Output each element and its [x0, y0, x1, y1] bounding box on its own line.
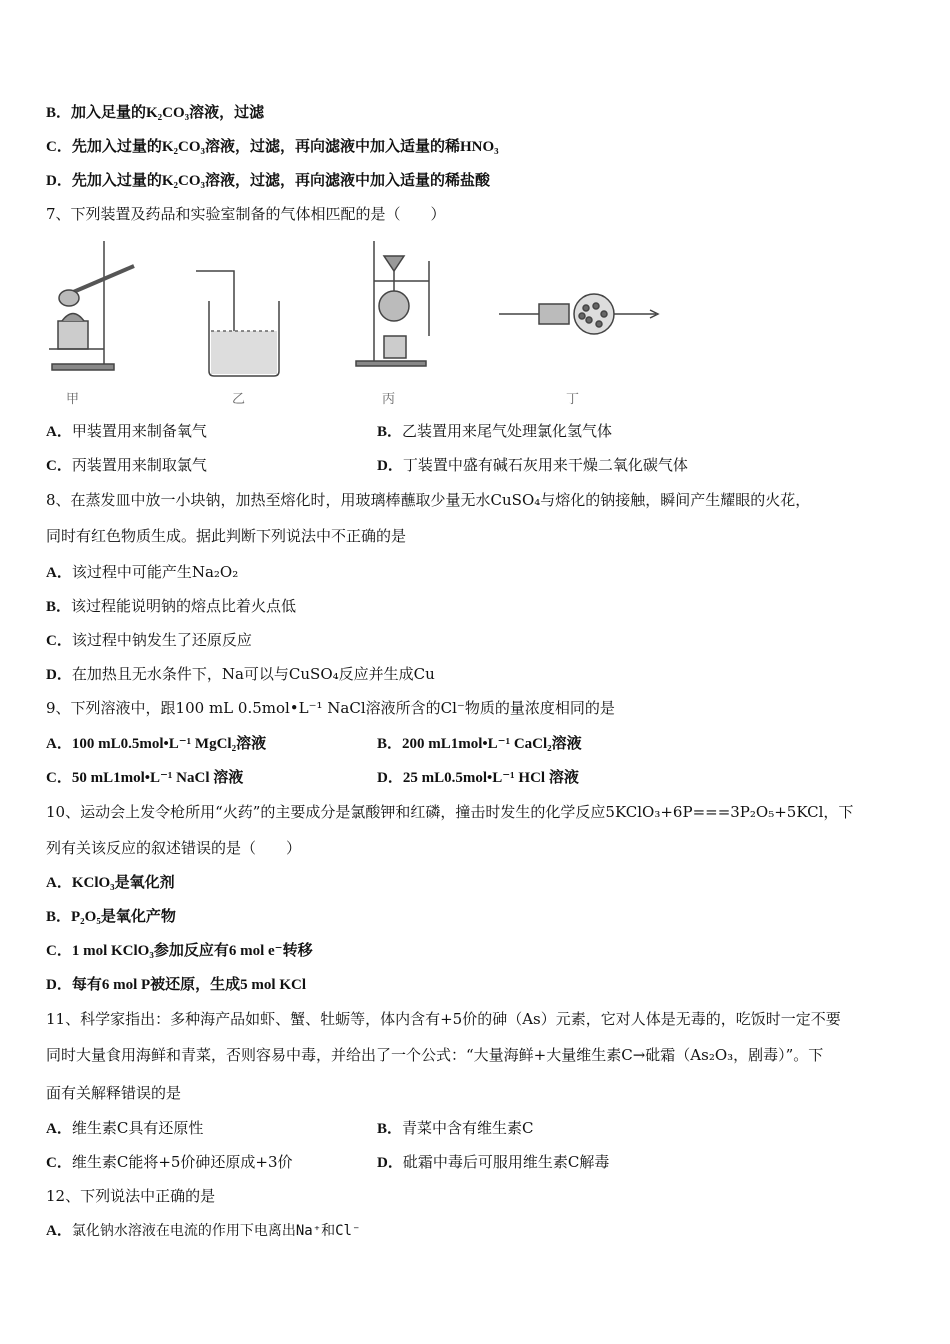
- q11-stem-line2: 同时大量食用海鲜和青菜，否则容易中毒，并给出了一个公式：“大量海鲜+大量维生素C→砒霜（As₂O₃，剧毒）”。下: [46, 1046, 824, 1064]
- q11-option-c: C．维生素C能将+5价砷还原成+3价: [46, 1153, 293, 1171]
- caption-ding: 丁: [566, 392, 580, 407]
- q11-stem-line3: 面有关解释错误的是: [46, 1084, 182, 1102]
- q9-option-c: C．50 mL1mol•L⁻¹ NaCl 溶液: [46, 770, 244, 786]
- q9-stem: 9、下列溶液中，跟100 mL 0.5mol•L⁻¹ NaCl溶液所含的Cl⁻物质的量浓度相同的是: [46, 699, 615, 717]
- q6-option-b: B．加入足量的K₂CO₃溶液，过滤: [46, 105, 265, 121]
- q9-option-d: D．25 mL0.5mol•L⁻¹ HCl 溶液: [377, 770, 579, 786]
- q7-option-b: B．乙装置用来尾气处理氯化氢气体: [377, 422, 613, 440]
- q11-option-d: D．砒霜中毒后可服用维生素C解毒: [377, 1153, 610, 1171]
- q7-stem: 7、下列装置及药品和实验室制备的气体相匹配的是（ ）: [46, 205, 446, 223]
- q11-option-b: B．青菜中含有维生素C: [377, 1119, 534, 1137]
- caption-jia: 甲: [66, 392, 80, 407]
- caption-yi: 乙: [232, 392, 246, 407]
- q7-option-d: D．丁装置中盛有碱石灰用来干燥二氧化碳气体: [377, 456, 688, 474]
- q8-stem-line1: 8、在蒸发皿中放一小块钠，加热至熔化时，用玻璃棒蘸取少量无水CuSO₄与熔化的钠接触，瞬间产生耀眼的火花，: [46, 491, 811, 509]
- q10-option-c: C．1 mol KClO₃参加反应有6 mol e⁻转移: [46, 943, 313, 959]
- q10-stem-line1: 10、运动会上发令枪所用“火药”的主要成分是氯酸钾和红磷，撞击时发生的化学反应5KClO₃+6P===3P₂O₅+5KCl，下: [46, 803, 854, 821]
- q10-stem-line2: 列有关该反应的叙述错误的是（ ）: [46, 839, 302, 857]
- q10-option-a: A．KClO₃是氧化剂: [46, 875, 175, 891]
- q10-option-b: B．P₂O₅是氧化产物: [46, 909, 176, 925]
- q9-option-a: A．100 mL0.5mol•L⁻¹ MgCl₂溶液: [46, 736, 267, 752]
- q6-option-c: C．先加入过量的K₂CO₃溶液，过滤，再向滤液中加入适量的稀HNO₃: [46, 139, 499, 155]
- q9-option-b: B．200 mL1mol•L⁻¹ CaCl₂溶液: [377, 736, 582, 752]
- q8-option-b: B．该过程能说明钠的熔点比着火点低: [46, 597, 297, 615]
- q8-option-a: A．该过程中可能产生Na₂O₂: [46, 563, 239, 581]
- apparatus-ding: [499, 294, 658, 334]
- q8-option-d: D．在加热且无水条件下，Na可以与CuSO₄反应并生成Cu: [46, 665, 435, 683]
- q7-option-c: C．丙装置用来制取氯气: [46, 456, 207, 474]
- q7-option-a: A．甲装置用来制备氧气: [46, 422, 207, 440]
- apparatus-yi: [196, 271, 279, 376]
- q8-stem-line2: 同时有红色物质生成。据此判断下列说法中不正确的是: [46, 527, 407, 545]
- q6-option-d: D．先加入过量的K₂CO₃溶液，过滤，再向滤液中加入适量的稀盐酸: [46, 173, 491, 189]
- caption-bing: 丙: [382, 392, 396, 407]
- q10-option-d: D．每有6 mol P被还原，生成5 mol KCl: [46, 977, 306, 993]
- q11-option-a: A．维生素C具有还原性: [46, 1119, 204, 1137]
- q11-stem-line1: 11、科学家指出：多种海产品如虾、蟹、牡蛎等，体内含有+5价的砷（As）元素，它对人体是无毒的，吃饭时一定不要: [46, 1010, 841, 1028]
- q12-option-a: A．氯化钠水溶液在电流的作用下电离出Na⁺和Cl⁻: [46, 1223, 361, 1239]
- q12-stem: 12、下列说法中正确的是: [46, 1187, 216, 1205]
- apparatus-figure: [44, 236, 664, 411]
- apparatus-bing: [356, 241, 429, 366]
- apparatus-jia: [49, 241, 134, 370]
- q8-option-c: C．该过程中钠发生了还原反应: [46, 631, 252, 649]
